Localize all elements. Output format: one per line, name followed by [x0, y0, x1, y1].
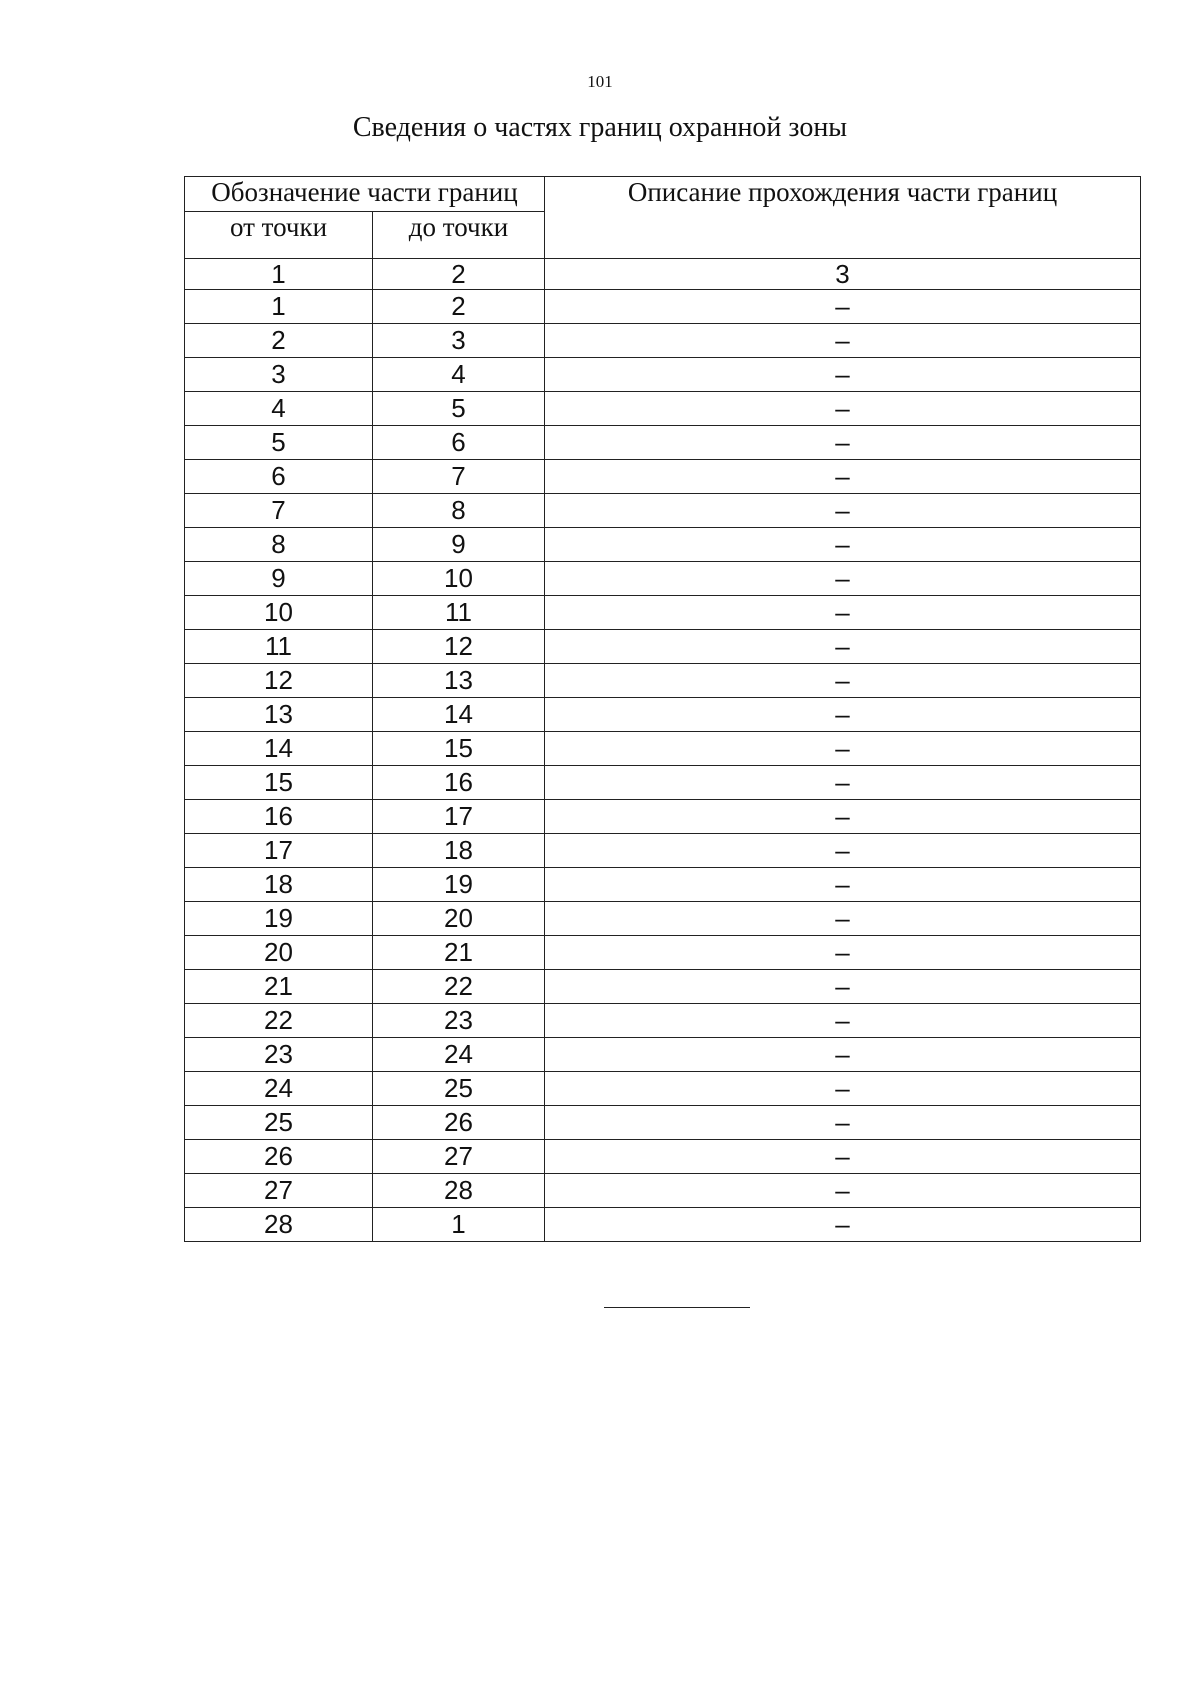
description-cell: – [545, 1072, 1141, 1106]
table-row [185, 970, 1141, 1004]
to-point-cell: 13 [373, 664, 545, 698]
description-cell: – [545, 358, 1141, 392]
table-row [185, 324, 1141, 358]
table-row [185, 1174, 1141, 1208]
boundary-table-container [184, 176, 1140, 1242]
description-cell: – [545, 800, 1141, 834]
to-point-cell: 6 [373, 426, 545, 460]
to-point-cell: 17 [373, 800, 545, 834]
to-point-cell: 5 [373, 392, 545, 426]
description-cell: – [545, 596, 1141, 630]
end-of-section-rule [604, 1307, 750, 1308]
table-row [185, 630, 1141, 664]
table-row [185, 834, 1141, 868]
description-cell: – [545, 460, 1141, 494]
description-cell: – [545, 528, 1141, 562]
table-row [185, 596, 1141, 630]
description-cell: – [545, 1038, 1141, 1072]
from-point-cell: 18 [185, 868, 373, 902]
from-point-cell: 3 [185, 358, 373, 392]
description-cell: – [545, 1208, 1141, 1242]
to-point-cell: 25 [373, 1072, 545, 1106]
column-header-description: Описание прохождения части границ [545, 177, 1141, 259]
to-point-cell: 15 [373, 732, 545, 766]
column-number-row [185, 259, 1141, 290]
table-row [185, 1038, 1141, 1072]
table-row [185, 1106, 1141, 1140]
from-point-cell: 8 [185, 528, 373, 562]
description-cell: – [545, 732, 1141, 766]
to-point-cell: 20 [373, 902, 545, 936]
from-point-cell: 4 [185, 392, 373, 426]
description-cell: – [545, 426, 1141, 460]
to-point-cell: 10 [373, 562, 545, 596]
to-point-cell: 18 [373, 834, 545, 868]
to-point-cell: 4 [373, 358, 545, 392]
table-row [185, 562, 1141, 596]
table-body [185, 259, 1141, 1242]
group-header-boundary-designation: Обозначение части границ [185, 177, 545, 212]
to-point-cell: 24 [373, 1038, 545, 1072]
to-point-cell: 28 [373, 1174, 545, 1208]
to-point-cell: 26 [373, 1106, 545, 1140]
to-point-cell: 2 [373, 290, 545, 324]
from-point-cell: 6 [185, 460, 373, 494]
description-cell: – [545, 1174, 1141, 1208]
description-cell: – [545, 1106, 1141, 1140]
table-row [185, 528, 1141, 562]
description-cell: – [545, 766, 1141, 800]
document-title: Сведения о частях границ охранной зоны [352, 112, 848, 143]
table-header-row [185, 177, 1141, 212]
table-row [185, 936, 1141, 970]
to-point-cell: 11 [373, 596, 545, 630]
description-cell: – [545, 834, 1141, 868]
from-point-cell: 25 [185, 1106, 373, 1140]
from-point-cell: 21 [185, 970, 373, 1004]
table-row [185, 902, 1141, 936]
description-cell: – [545, 1004, 1141, 1038]
from-point-cell: 11 [185, 630, 373, 664]
column-number: 3 [545, 259, 1141, 290]
to-point-cell: 12 [373, 630, 545, 664]
boundary-parts-table [184, 176, 1141, 1242]
table-row [185, 460, 1141, 494]
description-cell: – [545, 664, 1141, 698]
page-number: 101 [587, 72, 613, 91]
from-point-cell: 20 [185, 936, 373, 970]
to-point-cell: 3 [373, 324, 545, 358]
table-row [185, 1140, 1141, 1174]
to-point-cell: 19 [373, 868, 545, 902]
from-point-cell: 5 [185, 426, 373, 460]
table-row [185, 698, 1141, 732]
table-row [185, 1208, 1141, 1242]
column-header-from-point: от точки [185, 212, 373, 259]
description-cell: – [545, 324, 1141, 358]
table-row [185, 290, 1141, 324]
table-row [185, 392, 1141, 426]
from-point-cell: 1 [185, 290, 373, 324]
description-cell: – [545, 970, 1141, 1004]
table-row [185, 868, 1141, 902]
table-row [185, 494, 1141, 528]
column-number: 2 [373, 259, 545, 290]
to-point-cell: 1 [373, 1208, 545, 1242]
to-point-cell: 23 [373, 1004, 545, 1038]
from-point-cell: 13 [185, 698, 373, 732]
from-point-cell: 2 [185, 324, 373, 358]
column-header-to-point: до точки [373, 212, 545, 259]
description-cell: – [545, 392, 1141, 426]
to-point-cell: 27 [373, 1140, 545, 1174]
table-row [185, 358, 1141, 392]
column-number: 1 [185, 259, 373, 290]
from-point-cell: 12 [185, 664, 373, 698]
from-point-cell: 9 [185, 562, 373, 596]
table-row [185, 664, 1141, 698]
table-row [185, 800, 1141, 834]
description-cell: – [545, 290, 1141, 324]
from-point-cell: 23 [185, 1038, 373, 1072]
table-row [185, 426, 1141, 460]
table-row [185, 1004, 1141, 1038]
from-point-cell: 15 [185, 766, 373, 800]
from-point-cell: 28 [185, 1208, 373, 1242]
table-row [185, 1072, 1141, 1106]
description-cell: – [545, 630, 1141, 664]
to-point-cell: 21 [373, 936, 545, 970]
from-point-cell: 24 [185, 1072, 373, 1106]
to-point-cell: 9 [373, 528, 545, 562]
description-cell: – [545, 868, 1141, 902]
to-point-cell: 7 [373, 460, 545, 494]
description-cell: – [545, 698, 1141, 732]
to-point-cell: 16 [373, 766, 545, 800]
from-point-cell: 14 [185, 732, 373, 766]
description-cell: – [545, 1140, 1141, 1174]
to-point-cell: 8 [373, 494, 545, 528]
description-cell: – [545, 562, 1141, 596]
description-cell: – [545, 494, 1141, 528]
to-point-cell: 22 [373, 970, 545, 1004]
from-point-cell: 10 [185, 596, 373, 630]
table-row [185, 766, 1141, 800]
table-row [185, 732, 1141, 766]
from-point-cell: 26 [185, 1140, 373, 1174]
to-point-cell: 14 [373, 698, 545, 732]
from-point-cell: 19 [185, 902, 373, 936]
description-cell: – [545, 936, 1141, 970]
from-point-cell: 17 [185, 834, 373, 868]
from-point-cell: 16 [185, 800, 373, 834]
from-point-cell: 22 [185, 1004, 373, 1038]
description-cell: – [545, 902, 1141, 936]
from-point-cell: 7 [185, 494, 373, 528]
from-point-cell: 27 [185, 1174, 373, 1208]
